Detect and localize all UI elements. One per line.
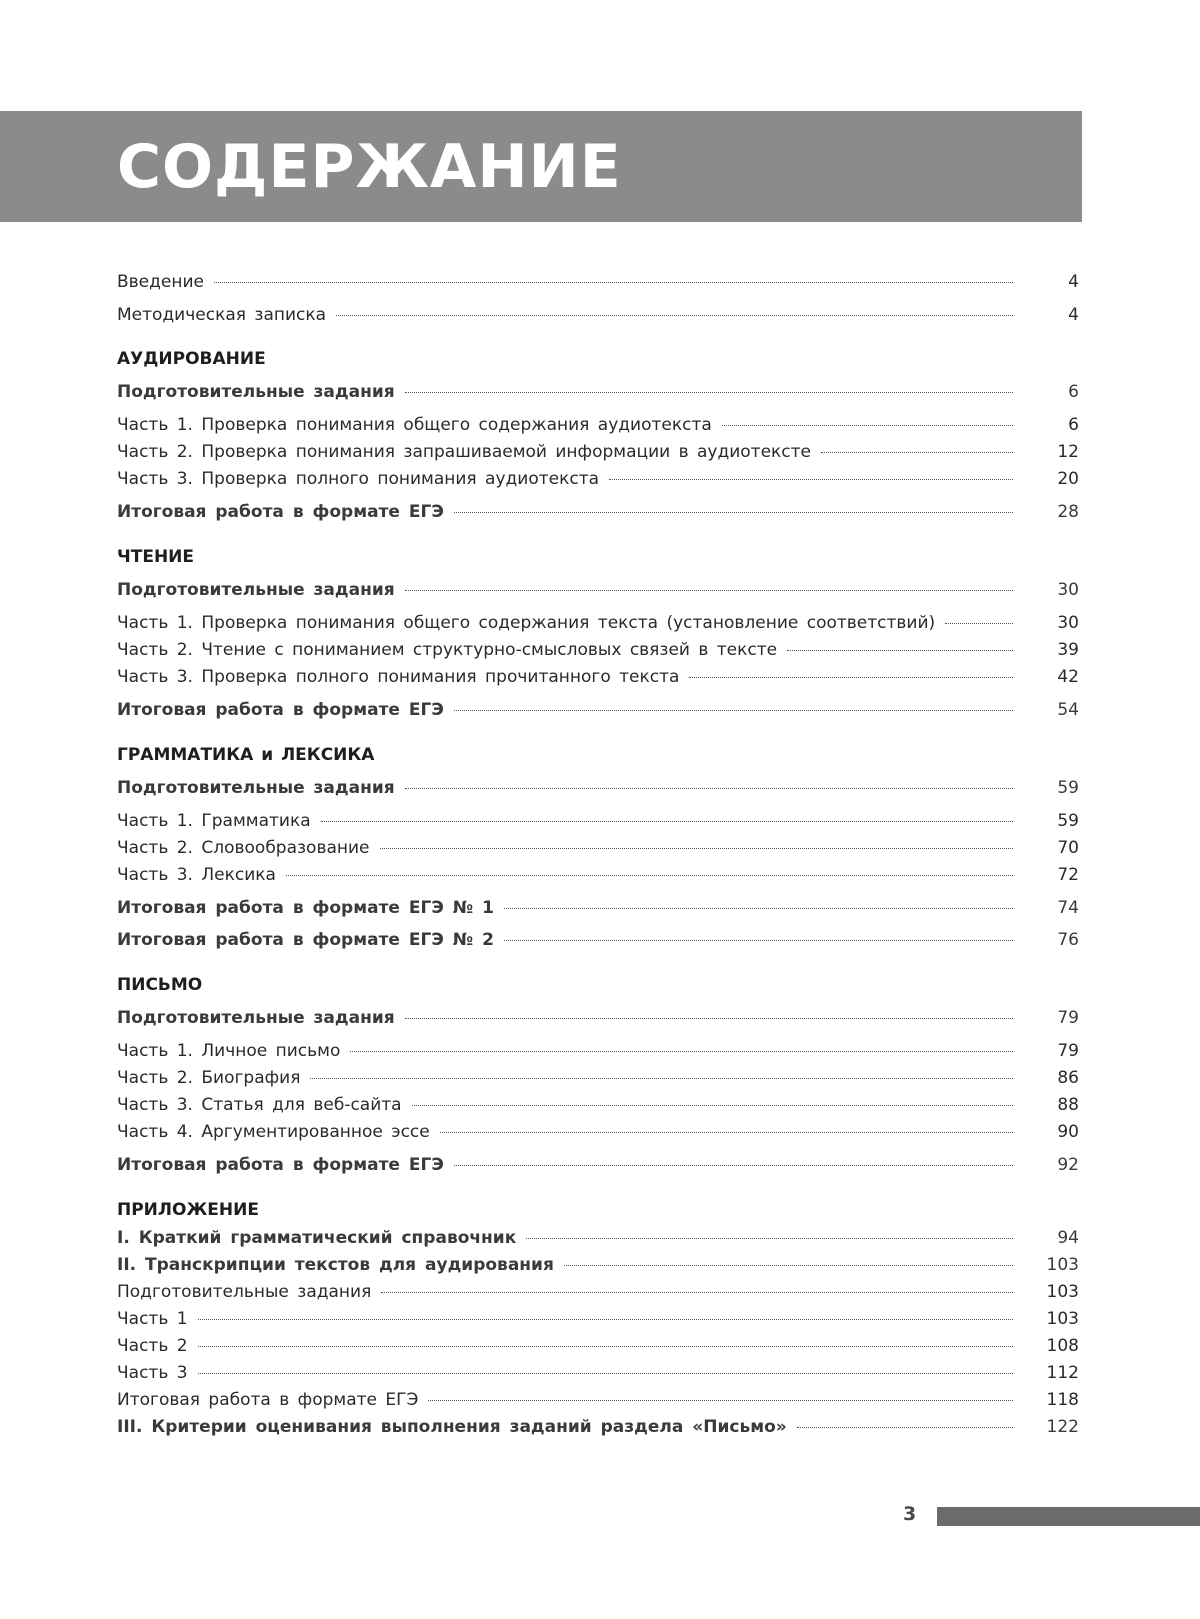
dot-leader	[412, 1105, 1013, 1106]
dot-leader	[440, 1132, 1013, 1133]
toc-entry-audio-part2[interactable]	[117, 442, 1079, 466]
toc-entry-label: Часть 1. Грамматика	[117, 811, 311, 831]
toc-entry-page: 30	[1057, 613, 1079, 633]
dot-leader	[526, 1238, 1013, 1239]
toc-entry-reading-part3[interactable]	[117, 667, 1079, 691]
toc-entry-page: 4	[1068, 272, 1079, 292]
toc-entry-label: Методическая записка	[117, 305, 327, 325]
toc-entry-page: 74	[1057, 898, 1079, 918]
toc-entry-page: 108	[1046, 1336, 1079, 1356]
dot-leader	[198, 1373, 1013, 1374]
toc-entry-label: Часть 3. Статья для веб-сайта	[117, 1095, 402, 1115]
toc-entry-label: Часть 1. Личное письмо	[117, 1041, 341, 1061]
dot-leader	[722, 425, 1013, 426]
toc-entry-writing-part2[interactable]	[117, 1068, 1079, 1092]
toc-entry-appendix-part3[interactable]	[117, 1363, 1079, 1387]
toc-entry-appendix-final[interactable]	[117, 1390, 1079, 1414]
toc-entry-writing-part4[interactable]	[117, 1122, 1079, 1146]
toc-entry-appendix-grammar-ref[interactable]	[117, 1228, 1079, 1252]
toc-entry-grammar-part2[interactable]	[117, 838, 1079, 862]
dot-leader	[214, 282, 1013, 283]
toc-entry-label: Итоговая работа в формате ЕГЭ	[117, 1390, 419, 1410]
dot-leader	[321, 821, 1013, 822]
dot-leader	[405, 1018, 1013, 1019]
toc-entry-label: Итоговая работа в формате ЕГЭ № 2	[117, 930, 494, 950]
toc-entry-appendix-prep[interactable]	[117, 1282, 1079, 1306]
toc-entry-label: Подготовительные задания	[117, 382, 395, 402]
toc-entry-label: Часть 3. Проверка полного понимания аудиотекста	[117, 469, 600, 489]
toc-entry-page: 103	[1046, 1255, 1079, 1275]
toc-entry-label: Итоговая работа в формате ЕГЭ № 1	[117, 898, 494, 918]
section-heading-reading: ЧТЕНИЕ	[117, 547, 195, 567]
toc-entry-page: 112	[1046, 1363, 1079, 1383]
toc-entry-label: Часть 1. Проверка понимания общего содержания текста (установление соответствий)	[117, 613, 936, 633]
toc-entry-label: III. Критерии оценивания выполнения заданий раздела «Письмо»	[117, 1417, 787, 1437]
dot-leader	[821, 452, 1013, 453]
toc-entry-reading-part2[interactable]	[117, 640, 1079, 664]
toc-entry-writing-prep[interactable]	[117, 1008, 1079, 1032]
toc-entry-intro[interactable]	[117, 272, 1079, 296]
dot-leader	[310, 1078, 1013, 1079]
page-title: СОДЕРЖАНИЕ	[117, 132, 622, 202]
toc-entry-label: Часть 3. Проверка полного понимания прочитанного текста	[117, 667, 680, 687]
toc-entry-reading-final[interactable]	[117, 700, 1079, 724]
toc-entry-audio-prep[interactable]	[117, 382, 1079, 406]
toc-entry-label: II. Транскрипции текстов для аудирования	[117, 1255, 554, 1275]
toc-entry-page: 30	[1057, 580, 1079, 600]
toc-entry-page: 88	[1057, 1095, 1079, 1115]
toc-entry-page: 92	[1057, 1155, 1079, 1175]
toc-entry-label: Часть 1. Проверка понимания общего содержания аудиотекста	[117, 415, 712, 435]
toc-entry-page: 6	[1068, 415, 1079, 435]
toc-entry-appendix-transcripts[interactable]	[117, 1255, 1079, 1279]
toc-entry-page: 118	[1046, 1390, 1079, 1410]
toc-entry-appendix-part2[interactable]	[117, 1336, 1079, 1360]
dot-leader	[380, 848, 1013, 849]
toc-entry-grammar-part3[interactable]	[117, 865, 1079, 889]
toc-entry-label: Подготовительные задания	[117, 580, 395, 600]
toc-entry-audio-final[interactable]	[117, 502, 1079, 526]
toc-entry-page: 70	[1057, 838, 1079, 858]
section-heading-grammar: ГРАММАТИКА и ЛЕКСИКА	[117, 745, 375, 765]
dot-leader	[350, 1051, 1013, 1052]
toc-entry-page: 4	[1068, 305, 1079, 325]
dot-leader	[198, 1346, 1013, 1347]
toc-entry-label: Часть 3. Лексика	[117, 865, 276, 885]
toc-entry-label: Подготовительные задания	[117, 1282, 372, 1302]
toc-entry-page: 103	[1046, 1309, 1079, 1329]
toc-entry-writing-part1[interactable]	[117, 1041, 1079, 1065]
dot-leader	[286, 875, 1013, 876]
dot-leader	[405, 392, 1013, 393]
toc-entry-grammar-part1[interactable]	[117, 811, 1079, 835]
toc-entry-label: Подготовительные задания	[117, 778, 395, 798]
toc-entry-label: Итоговая работа в формате ЕГЭ	[117, 700, 444, 720]
toc-entry-label: Итоговая работа в формате ЕГЭ	[117, 1155, 444, 1175]
toc-entry-grammar-final2[interactable]	[117, 930, 1079, 954]
page-number: 3	[903, 1503, 917, 1525]
toc-entry-label: Часть 4. Аргументированное эссе	[117, 1122, 430, 1142]
toc-entry-page: 103	[1046, 1282, 1079, 1302]
dot-leader	[504, 908, 1013, 909]
toc-entry-page: 79	[1057, 1041, 1079, 1061]
dot-leader	[504, 940, 1013, 941]
dot-leader	[689, 677, 1013, 678]
dot-leader	[198, 1319, 1013, 1320]
toc-entry-label: Часть 2. Словообразование	[117, 838, 370, 858]
toc-entry-label: Введение	[117, 272, 204, 292]
toc-entry-page: 54	[1057, 700, 1079, 720]
section-heading-appendix: ПРИЛОЖЕНИЕ	[117, 1200, 259, 1220]
toc-entry-grammar-final1[interactable]	[117, 898, 1079, 922]
dot-leader	[454, 710, 1013, 711]
page-number-bar	[937, 1507, 1200, 1526]
toc-entry-label: Часть 2	[117, 1336, 188, 1356]
dot-leader	[609, 479, 1013, 480]
toc-entry-page: 72	[1057, 865, 1079, 885]
dot-leader	[428, 1400, 1013, 1401]
toc-entry-appendix-criteria[interactable]	[117, 1417, 1079, 1441]
toc-entry-page: 79	[1057, 1008, 1079, 1028]
toc-entry-page: 6	[1068, 382, 1079, 402]
toc-entry-audio-part1[interactable]	[117, 415, 1079, 439]
toc-entry-label: Часть 3	[117, 1363, 188, 1383]
toc-entry-label: Часть 2. Биография	[117, 1068, 301, 1088]
toc-entry-page: 76	[1057, 930, 1079, 950]
toc-entry-label: Часть 1	[117, 1309, 188, 1329]
toc-entry-writing-final[interactable]	[117, 1155, 1079, 1179]
toc-entry-label: Часть 2. Чтение с пониманием структурно-смысловых связей в тексте	[117, 640, 778, 660]
dot-leader	[945, 623, 1013, 624]
toc-entry-page: 42	[1057, 667, 1079, 687]
toc-entry-page: 12	[1057, 442, 1079, 462]
toc-entry-page: 59	[1057, 811, 1079, 831]
toc-entry-page: 39	[1057, 640, 1079, 660]
toc-entry-page: 122	[1046, 1417, 1079, 1437]
dot-leader	[405, 788, 1013, 789]
toc-entry-label: Итоговая работа в формате ЕГЭ	[117, 502, 444, 522]
toc-entry-page: 59	[1057, 778, 1079, 798]
section-heading-audio: АУДИРОВАНИЕ	[117, 349, 266, 369]
toc-entry-page: 94	[1057, 1228, 1079, 1248]
toc-entry-label: Подготовительные задания	[117, 1008, 395, 1028]
toc-entry-grammar-prep[interactable]	[117, 778, 1079, 802]
toc-entry-page: 86	[1057, 1068, 1079, 1088]
dot-leader	[405, 590, 1013, 591]
toc-entry-appendix-part1[interactable]	[117, 1309, 1079, 1333]
dot-leader	[797, 1427, 1013, 1428]
dot-leader	[454, 512, 1013, 513]
toc-entry-page: 20	[1057, 469, 1079, 489]
toc-entry-reading-part1[interactable]	[117, 613, 1079, 637]
dot-leader	[787, 650, 1013, 651]
dot-leader	[336, 315, 1013, 316]
toc-entry-label: Часть 2. Проверка понимания запрашиваемой информации в аудиотексте	[117, 442, 812, 462]
toc-entry-method[interactable]	[117, 305, 1079, 329]
dot-leader	[381, 1292, 1013, 1293]
toc-entry-audio-part3[interactable]	[117, 469, 1079, 493]
toc-entry-label: I. Краткий грамматический справочник	[117, 1228, 517, 1248]
toc-entry-reading-prep[interactable]	[117, 580, 1079, 604]
dot-leader	[454, 1165, 1013, 1166]
toc-entry-page: 28	[1057, 502, 1079, 522]
toc-entry-writing-part3[interactable]	[117, 1095, 1079, 1119]
dot-leader	[564, 1265, 1013, 1266]
toc-entry-page: 90	[1057, 1122, 1079, 1142]
section-heading-writing: ПИСЬМО	[117, 975, 203, 995]
